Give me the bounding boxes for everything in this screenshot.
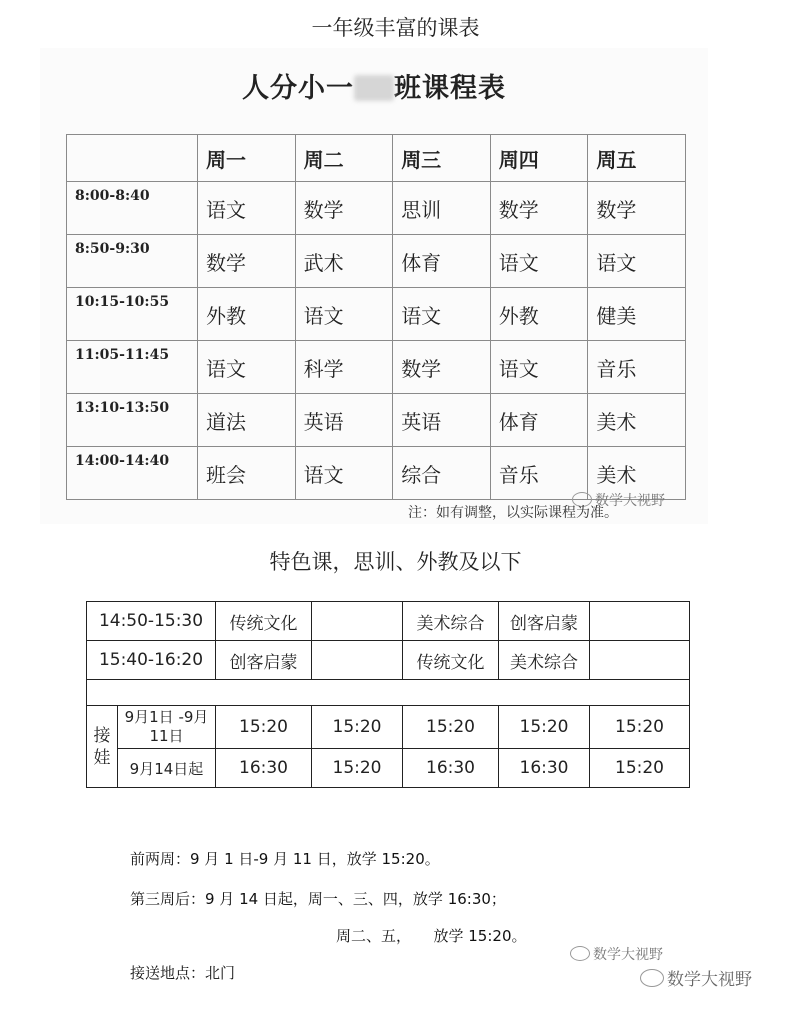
watermark-large <box>640 965 752 990</box>
special-cell: 创客启蒙 <box>216 641 312 680</box>
empty-row <box>87 680 690 706</box>
subject-cell: 语文 <box>295 447 393 500</box>
subject-cell: 数学 <box>588 182 686 235</box>
pickup-period: 9月14日起 <box>118 749 216 788</box>
subject-cell: 语文 <box>295 288 393 341</box>
special-cell <box>590 641 690 680</box>
schedule-row <box>67 182 686 235</box>
watermark-small-text: 数学大视野 <box>593 947 663 963</box>
note-line-4: 接送地点：北门 <box>130 964 236 982</box>
redacted-class-number <box>354 75 394 101</box>
schedule-header-row <box>67 135 686 182</box>
subject-cell: 语文 <box>490 235 588 288</box>
header-day: 周三 <box>393 135 491 182</box>
schedule-row <box>67 235 686 288</box>
special-row <box>87 641 690 680</box>
time-slot: 8:50-9:30 <box>67 235 198 288</box>
special-table <box>86 601 690 788</box>
time-slot: 8:00-8:40 <box>67 182 198 235</box>
header-day: 周一 <box>198 135 296 182</box>
time-slot: 14:00-14:40 <box>67 447 198 500</box>
schedule-row <box>67 341 686 394</box>
special-cell: 传统文化 <box>216 602 312 641</box>
pickup-time: 15:20 <box>403 706 499 749</box>
schedule-title-prefix: 人分小一 <box>242 73 354 104</box>
subject-cell: 美术 <box>588 394 686 447</box>
pickup-period: 9月1日 -9月11日 <box>118 706 216 749</box>
subject-cell: 综合 <box>393 447 491 500</box>
pickup-time: 16:30 <box>403 749 499 788</box>
subject-cell: 体育 <box>490 394 588 447</box>
caption-top: 一年级丰富的课表 <box>311 16 480 40</box>
subject-cell: 英语 <box>393 394 491 447</box>
schedule-title-suffix: 班课程表 <box>394 73 506 104</box>
watermark-text: 数学大视野 <box>595 493 665 509</box>
pickup-time: 15:20 <box>216 706 312 749</box>
header-day: 周二 <box>295 135 393 182</box>
time-slot: 10:15-10:55 <box>67 288 198 341</box>
pickup-time: 16:30 <box>499 749 590 788</box>
watermark-small <box>570 944 663 964</box>
special-row <box>87 602 690 641</box>
pickup-time: 15:20 <box>312 749 403 788</box>
corner-cell <box>67 135 198 182</box>
caption-mid: 特色课，思训、外教及以下 <box>269 550 522 574</box>
time-slot: 11:05-11:45 <box>67 341 198 394</box>
subject-cell: 班会 <box>198 447 296 500</box>
subject-cell: 科学 <box>295 341 393 394</box>
subject-cell: 美术 <box>588 447 686 500</box>
schedule-table <box>66 134 686 500</box>
header-day: 周五 <box>588 135 686 182</box>
special-time: 15:40-16:20 <box>87 641 216 680</box>
wechat-icon <box>570 946 590 961</box>
special-cell: 美术综合 <box>499 641 590 680</box>
spacer-row <box>87 680 690 706</box>
subject-cell: 数学 <box>393 341 491 394</box>
subject-cell: 语文 <box>198 182 296 235</box>
subject-cell: 数学 <box>198 235 296 288</box>
subject-cell: 语文 <box>588 235 686 288</box>
note-line-1: 前两周：9 月 1 日-9 月 11 日，放学 15:20。 <box>130 850 440 868</box>
subject-cell: 英语 <box>295 394 393 447</box>
subject-cell: 语文 <box>393 288 491 341</box>
wechat-icon <box>640 969 664 987</box>
schedule-title <box>40 66 708 105</box>
subject-cell: 思训 <box>393 182 491 235</box>
special-cell <box>312 602 403 641</box>
watermark-large-text: 数学大视野 <box>667 970 752 990</box>
special-cell <box>312 641 403 680</box>
subject-cell: 数学 <box>295 182 393 235</box>
subject-cell: 健美 <box>588 288 686 341</box>
special-cell: 创客启蒙 <box>499 602 590 641</box>
pickup-time: 15:20 <box>499 706 590 749</box>
note-line-2: 第三周后：9 月 14 日起，周一、三、四，放学 16:30； <box>130 890 506 908</box>
subject-cell: 体育 <box>393 235 491 288</box>
pickup-time: 15:20 <box>590 749 690 788</box>
special-cell: 传统文化 <box>403 641 499 680</box>
schedule-row <box>67 394 686 447</box>
subject-cell: 外教 <box>198 288 296 341</box>
pickup-row <box>87 706 690 749</box>
subject-cell: 语文 <box>490 341 588 394</box>
schedule-note: 注：如有调整，以实际课程为准。 <box>408 505 618 521</box>
subject-cell: 音乐 <box>490 447 588 500</box>
special-time: 14:50-15:30 <box>87 602 216 641</box>
note-line-3: 周二、五， 放学 15:20。 <box>336 927 527 945</box>
schedule-row <box>67 288 686 341</box>
pickup-time: 15:20 <box>312 706 403 749</box>
time-slot: 13:10-13:50 <box>67 394 198 447</box>
special-cell <box>590 602 690 641</box>
pickup-row <box>87 749 690 788</box>
subject-cell: 数学 <box>490 182 588 235</box>
pickup-time: 16:30 <box>216 749 312 788</box>
subject-cell: 武术 <box>295 235 393 288</box>
subject-cell: 语文 <box>198 341 296 394</box>
subject-cell: 道法 <box>198 394 296 447</box>
pickup-time: 15:20 <box>590 706 690 749</box>
pickup-label: 接娃 <box>87 706 118 788</box>
header-day: 周四 <box>490 135 588 182</box>
special-cell: 美术综合 <box>403 602 499 641</box>
subject-cell: 音乐 <box>588 341 686 394</box>
subject-cell: 外教 <box>490 288 588 341</box>
